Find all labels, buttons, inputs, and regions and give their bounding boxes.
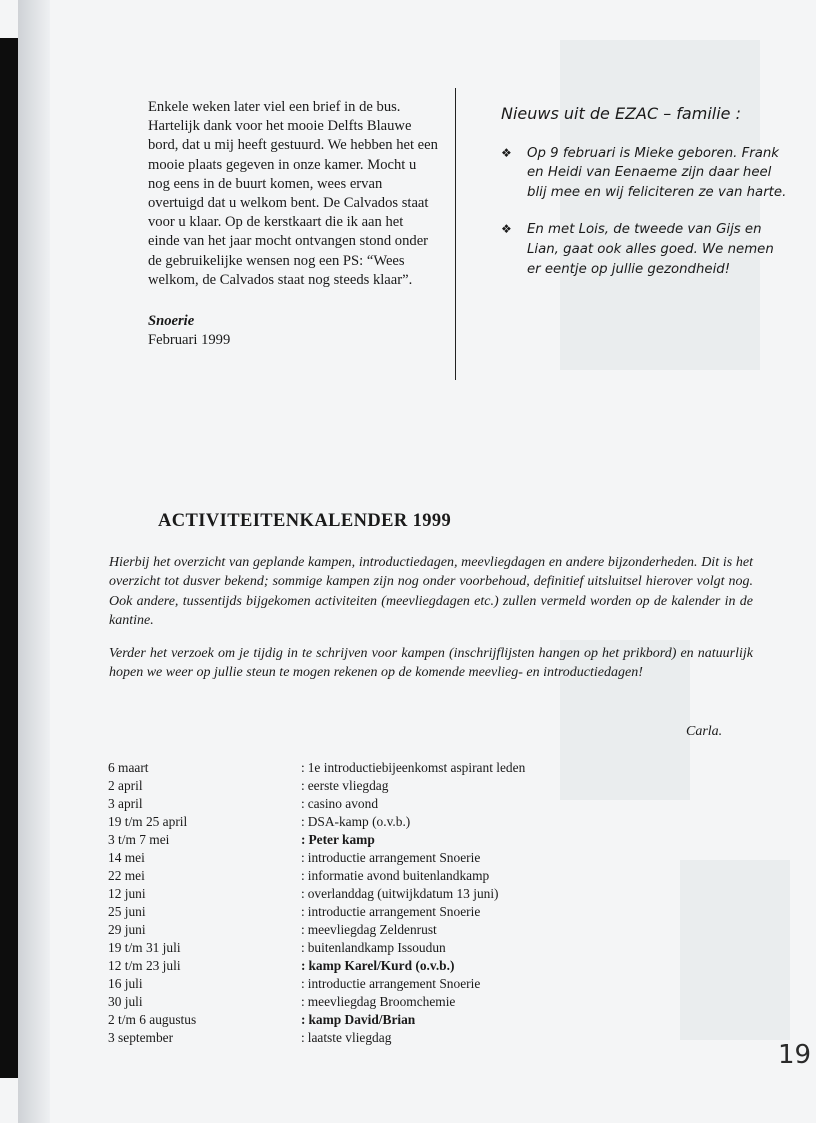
calendar-title: ACTIVITEITENKALENDER 1999 [158,511,452,531]
page-number: 19 [778,1040,812,1070]
calendar-event: : buitenlandkamp Issoudun [301,939,568,957]
letter-signature: Snoerie [148,313,195,330]
calendar-date: 30 juli [108,994,143,1009]
calendar-event: : meevliegdag Broomchemie [301,993,568,1011]
calendar-date: 12 juni [108,886,146,901]
calendar-event: : laatste vliegdag [301,1029,568,1047]
calendar-event: : introductie arrangement Snoerie [301,975,568,993]
letter-paragraph: Enkele weken later viel een brief in de bus. Hartelijk dank voor het mooie Delfts Blauwe bord, dat u mij heeft gestuurd. We hebben het een mooie plaats gegeven in onze kamer. Mocht u nog eens in de buurt komen, wees ervan overtuigd dat u welkom bent. De Calvados staat voor u klaar. Op de kerstkaart die ik aan het einde van het jaar mocht ontvangen stond onder de gebruikelijke wensen nog een PS: “Wees welkom, de Calvados staat nog steeds klaar”. [148,99,438,288]
calendar-row [108,849,568,867]
calendar-intro [109,553,753,697]
calendar-row [108,957,568,975]
calendar-date: 3 t/m 7 mei [108,832,170,847]
calendar-date: 19 t/m 25 april [108,814,188,829]
calendar-date: 2 t/m 6 augustus [108,1012,197,1027]
calendar-event: : introductie arrangement Snoerie [301,903,568,921]
calendar-row [108,939,568,957]
calendar-date: 14 mei [108,850,145,865]
calendar-author: Carla. [686,724,723,739]
calendar-row [108,1011,568,1029]
calendar-row [108,975,568,993]
calendar-row [108,777,568,795]
calendar-date: 25 juni [108,904,146,919]
calendar-event: : eerste vliegdag [301,777,568,795]
calendar-row [108,993,568,1011]
calendar-row [108,867,568,885]
calendar-row [108,813,568,831]
news-column [501,104,791,297]
calendar-date: 6 maart [108,760,149,775]
news-title: Nieuws uit de EZAC – familie : [501,104,741,123]
calendar-row [108,921,568,939]
calendar-list [108,759,568,1047]
letter-date: Februari 1999 [148,332,231,349]
calendar-event: : overlanddag (uitwijkdatum 13 juni) [301,885,568,903]
calendar-event: : casino avond [301,795,568,813]
calendar-date: 2 april [108,778,143,793]
calendar-event: : kamp David/Brian [301,1011,568,1029]
page-gutter [18,0,50,1123]
calendar-row [108,1029,568,1047]
column-divider [455,88,456,380]
calendar-row [108,831,568,849]
calendar-row [108,795,568,813]
calendar-event: : 1e introductiebijeenkomst aspirant leden [301,759,568,777]
news-item-text: En met Lois, de tweede van Gijs en Lian, gaat ook alles goed. We nemen er eentje op jullie gezondheid! [527,222,774,277]
calendar-event: : meevliegdag Zeldenrust [301,921,568,939]
calendar-event: : kamp Karel/Kurd (o.v.b.) [301,957,568,975]
calendar-row [108,885,568,903]
calendar-event: : informatie avond buitenlandkamp [301,867,568,885]
calendar-intro-paragraph: Verder het verzoek om je tijdig in te schrijven voor kampen (inschrijflijsten hangen op het prikbord) en natuurlijk hopen we weer op jullie steun te mogen rekenen op de komende meevlieg- en introductiedagen! [109,646,753,681]
news-item [501,220,791,279]
calendar-date: 16 juli [108,976,143,991]
calendar-date: 12 t/m 23 juli [108,958,181,973]
show-through-shape [680,860,790,1040]
calendar-event: : Peter kamp [301,831,568,849]
calendar-date: 3 april [108,796,143,811]
news-item [501,144,791,203]
binding-edge [0,38,18,1078]
calendar-date: 19 t/m 31 juli [108,940,181,955]
diamond-bullet-icon: ❖ [501,222,512,237]
calendar-event: : introductie arrangement Snoerie [301,849,568,867]
calendar-row [108,759,568,777]
calendar-row [108,903,568,921]
diamond-bullet-icon: ❖ [501,145,512,160]
calendar-date: 3 september [108,1030,174,1045]
letter-column [148,98,438,350]
calendar-intro-paragraph: Hierbij het overzicht van geplande kampen, introductiedagen, meevliegdagen en andere bijzonderheden. Dit is het overzicht tot dusver bekend; sommige kampen zijn nog onder voorbehoud, definitief uitsluitsel hierover volgt nog. Ook andere, tussentijds bijgekomen activiteiten (meevliegdagen etc.) zullen vermeld worden op de kalender in de kantine. [109,555,753,628]
calendar-event: : DSA-kamp (o.v.b.) [301,813,568,831]
calendar-date: 22 mei [108,868,145,883]
calendar-date: 29 juni [108,922,146,937]
news-item-text: Op 9 februari is Mieke geboren. Frank en Heidi van Eenaeme zijn daar heel blij mee en wij feliciteren ze van harte. [527,145,787,200]
